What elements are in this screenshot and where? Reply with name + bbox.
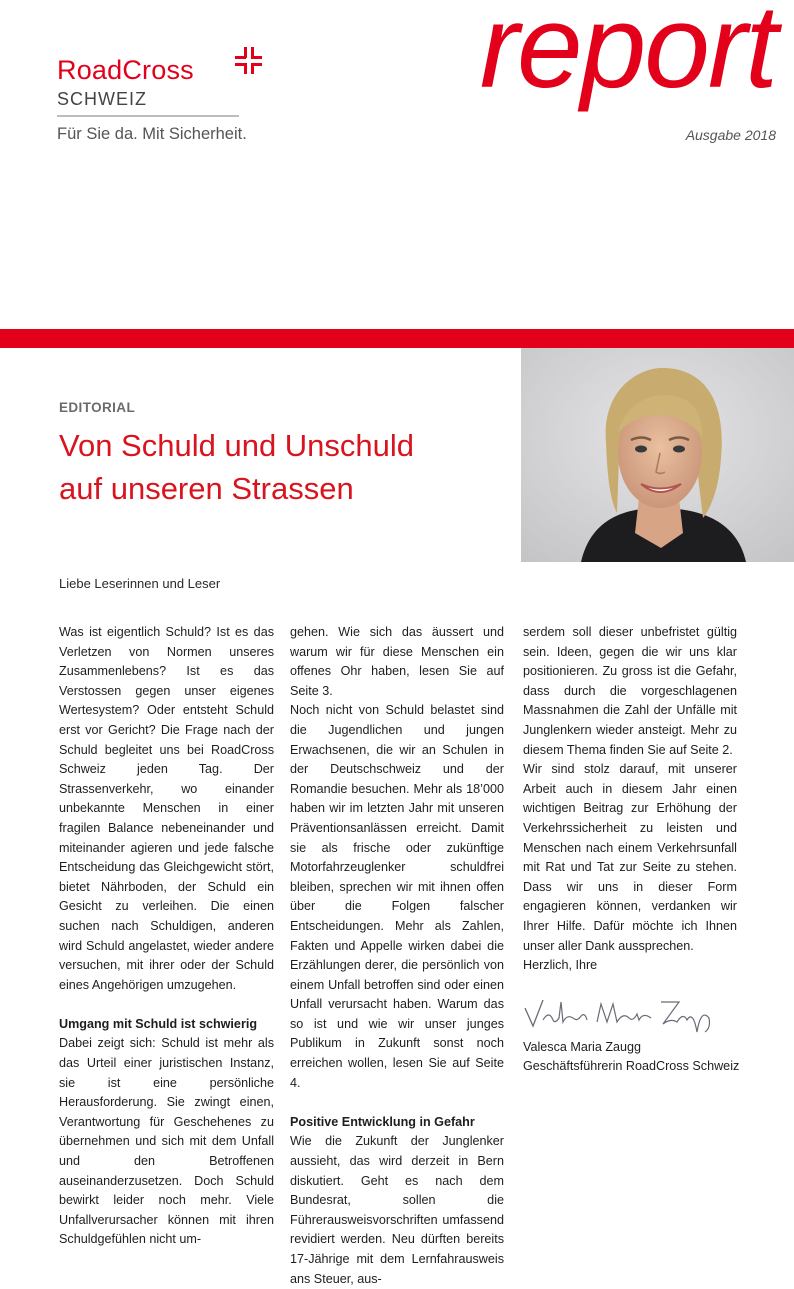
greeting: Liebe Leserinnen und Leser (59, 576, 221, 591)
paragraph: gehen. Wie sich das äussert und warum wir für diese Menschen ein offenes Ohr haben, lesen Sie auf Seite 3. (290, 625, 504, 698)
author-portrait (521, 348, 794, 562)
paragraph: Dabei zeigt sich: Schuld ist mehr als das Urteil einer juristischen Instanz, sie ist eine persönliche Herausforderung. Sie zwingt einen, Verantwortung für Geschehenes zu übernehmen und sich mit dem Unfall und den Betroffenen auseinanderzusetzen. Doch Schuld bewirkt leider noch mehr. Viele Unfallverursacher können mit ihren Schuldgefühlen nicht um- (59, 1036, 274, 1247)
subheading: Positive Entwicklung in Gefahr (290, 1114, 475, 1129)
brand-country: SCHWEIZ (57, 89, 147, 109)
paragraph: Wir sind stolz darauf, mit unserer Arbeit auch in diesem Jahr einen wichtigen Beitrag zur Erhöhung der Verkehrssicherheit zu leisten und Menschen nach einem Verkehrsunfall mit Rat und Tat zur Seite zu stehen. Dass wir uns in dieser Form engagieren können, verdanken wir Ihrer Hilfe. Dafür möchte ich Ihnen unser aller Dank aussprechen. (523, 762, 737, 953)
paragraph: Wie die Zukunft der Junglenker aussieht, das wird derzeit in Bern diskutiert. Geht es nach dem Bundesrat, sollen die Führerausweisvorschriften umfassend revidiert werden. Neu dürften bereits 17-Jährige mit dem Lernfahrausweis ans Steuer, aus- (290, 1134, 504, 1286)
split-cross-icon (235, 47, 263, 75)
headline-line-1: Von Schuld und Unschuld (59, 428, 415, 463)
portrait-illustration (521, 348, 794, 562)
paragraph: serdem soll dieser unbefristet gültig sein. Ideen, gegen die wir uns klar positionieren. Zu gross ist die Gefahr, dass durch die vorgeschlagenen Massnahmen die Zahl der Unfälle mit Junglenkern wieder ansteigt. Mehr zu diesem Thema finden Sie auf Seite 2. (523, 625, 737, 757)
closing-salutation: Herzlich, Ihre (523, 958, 598, 972)
paragraph: Noch nicht von Schuld belastet sind die Jugendlichen und jungen Erwachsenen, die wir an Schulen in der Deutschschweiz und der Romandie besuchen. Mehr als 18’000 haben wir im letzten Jahr mit unseren Präventionsanlässen erreicht. Damit sie als frische oder zukünftige Motorfahrzeuglenker schuldfrei bleiben, sprechen wir mit ihnen offen über die Folgen falscher Entscheidungen. Mehr als Zahlen, Fakten und Appelle wirken dabei die Erzählungen derer, die persönlich von einem Unfall betroffen sind oder einen Unfall verursacht haben. Warum das so ist und wie wir unser junges Publikum in Zukunft sonst noch erreichen wollen, lesen Sie auf Seite 4. (290, 703, 504, 1090)
text-column-3 (523, 623, 737, 956)
author-role: Geschäftsführerin RoadCross Schweiz (523, 1059, 740, 1073)
author-name: Valesca Maria Zaugg (523, 1040, 642, 1054)
text-column-2 (290, 623, 504, 1289)
red-divider-band (0, 329, 794, 348)
headline-line-2: auf unseren Strassen (59, 471, 354, 506)
subheading: Umgang mit Schuld ist schwierig (59, 1016, 258, 1031)
section-kicker: EDITORIAL (59, 400, 136, 415)
logo-divider (57, 115, 239, 117)
paragraph: Was ist eigentlich Schuld? Ist es das Verletzen von Normen unseres Zusammenlebens? Ist es das Verstossen gegen unser eigenes Wertesystem? Oder entsteht Schuld erst vor Gericht? Die Frage nach der Schuld begleitet uns bei RoadCross Schweiz jeden Tag. Der Strassenverkehr, wo einander unbekannte Menschen in einer fragilen Balance nebeneinander und miteinander agieren und jede falsche Entscheidung das Gleichgewicht stört, bietet Nährboden, der Schuld ein Gesicht zu verleihen. Die einen suchen nach Schuldigen, anderen wird Schuld angelastet, wieder andere versuchen, mit ihrer oder der Schuld eines Angehörigen umzugehen. (59, 625, 274, 992)
brand-logo (57, 45, 297, 155)
text-column-1 (59, 623, 274, 1250)
brand-tagline: Für Sie da. Mit Sicherheit. (57, 125, 247, 143)
article-headline (59, 424, 499, 510)
brand-name: RoadCross (57, 55, 194, 85)
handwritten-signature (521, 988, 721, 1033)
signature-drawing (521, 988, 721, 1033)
publication-title: report (479, 0, 776, 113)
edition-label: Ausgabe 2018 (685, 127, 776, 143)
